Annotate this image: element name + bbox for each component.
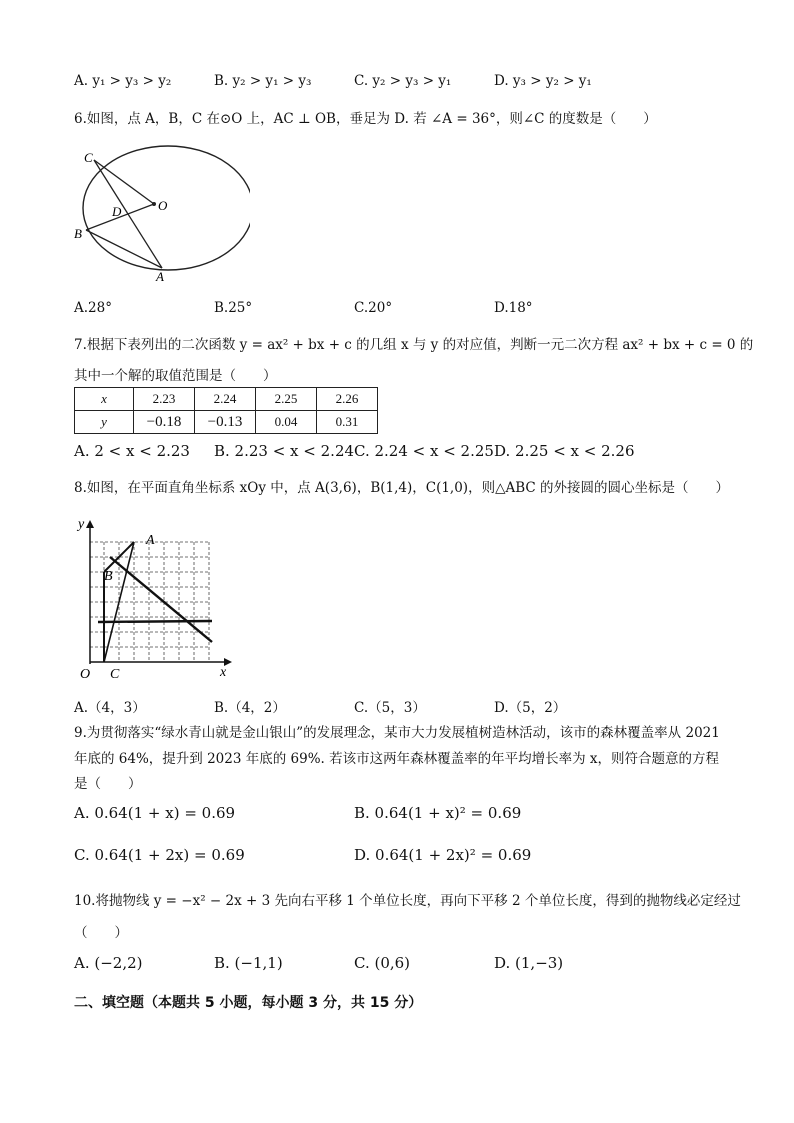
label-c: C xyxy=(110,667,120,682)
q7-option-c: C. 2.24 < x < 2.25 xyxy=(354,442,494,460)
q7-option-b: B. 2.23 < x < 2.24 xyxy=(214,442,355,460)
q7-stem-line2: 其中一个解的取值范围是（ ） xyxy=(74,368,277,384)
q7-value-table xyxy=(74,387,378,434)
q7-stem-line1: 7.根据下表列出的二次函数 y = ax² + bx + c 的几组 x 与 y 的对应值，判断一元二次方程 ax² + bx + c = 0 的 xyxy=(74,337,754,353)
label-o: O xyxy=(80,667,91,682)
y-axis-arrow xyxy=(86,520,94,528)
label-y: y xyxy=(78,517,85,532)
q8-option-c: C.（5，3） xyxy=(354,700,426,716)
table-cell: 2.23 xyxy=(134,388,195,411)
center-o-dot xyxy=(152,202,156,206)
q9-stem-line1: 9.为贯彻落实“绿水青山就是金山银山”的发展理念，某市大力发展植树造林活动，该市的森林覆盖率从 2021 xyxy=(74,725,720,741)
q9-option-c: C. 0.64(1 + 2x) = 0.69 xyxy=(74,846,245,864)
q10-stem-line1: 10.将抛物线 y = −x² − 2x + 3 先向右平移 1 个单位长度，再向下平移 2 个单位长度，得到的抛物线必定经过 xyxy=(74,893,741,909)
table-cell: −0.18 xyxy=(134,411,195,434)
segment-co xyxy=(94,160,154,204)
perpendicular-bisector-bc xyxy=(98,621,212,622)
q10-option-d: D. (1,−3) xyxy=(494,954,564,972)
table-cell: 0.31 xyxy=(317,411,378,434)
table-cell: 0.04 xyxy=(256,411,317,434)
q6-option-c: C.20° xyxy=(354,300,393,316)
label-b: B xyxy=(74,226,82,241)
q9-option-d: D. 0.64(1 + 2x)² = 0.69 xyxy=(354,846,532,864)
label-a: A xyxy=(146,533,155,548)
table-cell: 2.25 xyxy=(256,388,317,411)
table-row-x xyxy=(75,388,378,411)
label-o: O xyxy=(158,198,168,213)
q9-stem-line3: 是（ ） xyxy=(74,776,142,792)
q10-stem-line2: （ ） xyxy=(74,925,128,941)
table-cell: y xyxy=(75,411,134,434)
q10-option-a: A. (−2,2) xyxy=(74,954,143,972)
label-c: C xyxy=(84,150,93,165)
q9-option-a: A. 0.64(1 + x) = 0.69 xyxy=(74,804,236,822)
q8-option-d: D.（5，2） xyxy=(494,700,567,716)
label-a: A xyxy=(156,269,164,284)
table-cell: 2.26 xyxy=(317,388,378,411)
q8-grid-figure xyxy=(70,512,240,682)
table-row-y xyxy=(75,411,378,434)
q7-option-d: D. 2.25 < x < 2.26 xyxy=(494,442,635,460)
section-title-fill-in: 二、填空题（本题共 5 小题，每小题 3 分，共 15 分） xyxy=(74,995,423,1011)
q9-option-b: B. 0.64(1 + x)² = 0.69 xyxy=(354,804,522,822)
table-cell: 2.24 xyxy=(195,388,256,411)
q8-stem: 8.如图，在平面直角坐标系 xOy 中，点 A(3,6)，B(1,4)，C(1,0)，则△ABC 的外接圆的圆心坐标是（ ） xyxy=(74,480,729,496)
label-x: x xyxy=(220,665,227,680)
table-cell: x xyxy=(75,388,134,411)
label-d: D xyxy=(112,204,122,219)
q5-option-d: D. y₃ > y₂ > y₁ xyxy=(494,73,592,89)
q6-option-d: D.18° xyxy=(494,300,533,316)
q5-option-a: A. y₁ > y₃ > y₂ xyxy=(74,73,172,89)
q6-stem: 6.如图，点 A，B，C 在⊙O 上，AC ⊥ OB，垂足为 D. 若 ∠A = 36°，则∠C 的度数是（ ） xyxy=(74,111,657,127)
table-cell: −0.13 xyxy=(195,411,256,434)
q5-option-b: B. y₂ > y₁ > y₃ xyxy=(214,73,312,89)
perpendicular-bisector-ab xyxy=(110,557,212,642)
q5-option-c: C. y₂ > y₃ > y₁ xyxy=(354,73,452,89)
q10-option-c: C. (0,6) xyxy=(354,954,411,972)
q6-option-b: B.25° xyxy=(214,300,253,316)
q6-option-a: A.28° xyxy=(74,300,112,316)
q7-option-a: A. 2 < x < 2.23 xyxy=(74,442,190,460)
label-b: B xyxy=(104,569,113,584)
q6-circle-figure xyxy=(70,140,250,290)
q8-option-a: A.（4，3） xyxy=(74,700,146,716)
q9-stem-line2: 年底的 64%，提升到 2023 年底的 69%. 若该市这两年森林覆盖率的年平均增长率为 x，则符合题意的方程 xyxy=(74,751,720,767)
q10-option-b: B. (−1,1) xyxy=(214,954,283,972)
q8-option-b: B.（4，2） xyxy=(214,700,286,716)
